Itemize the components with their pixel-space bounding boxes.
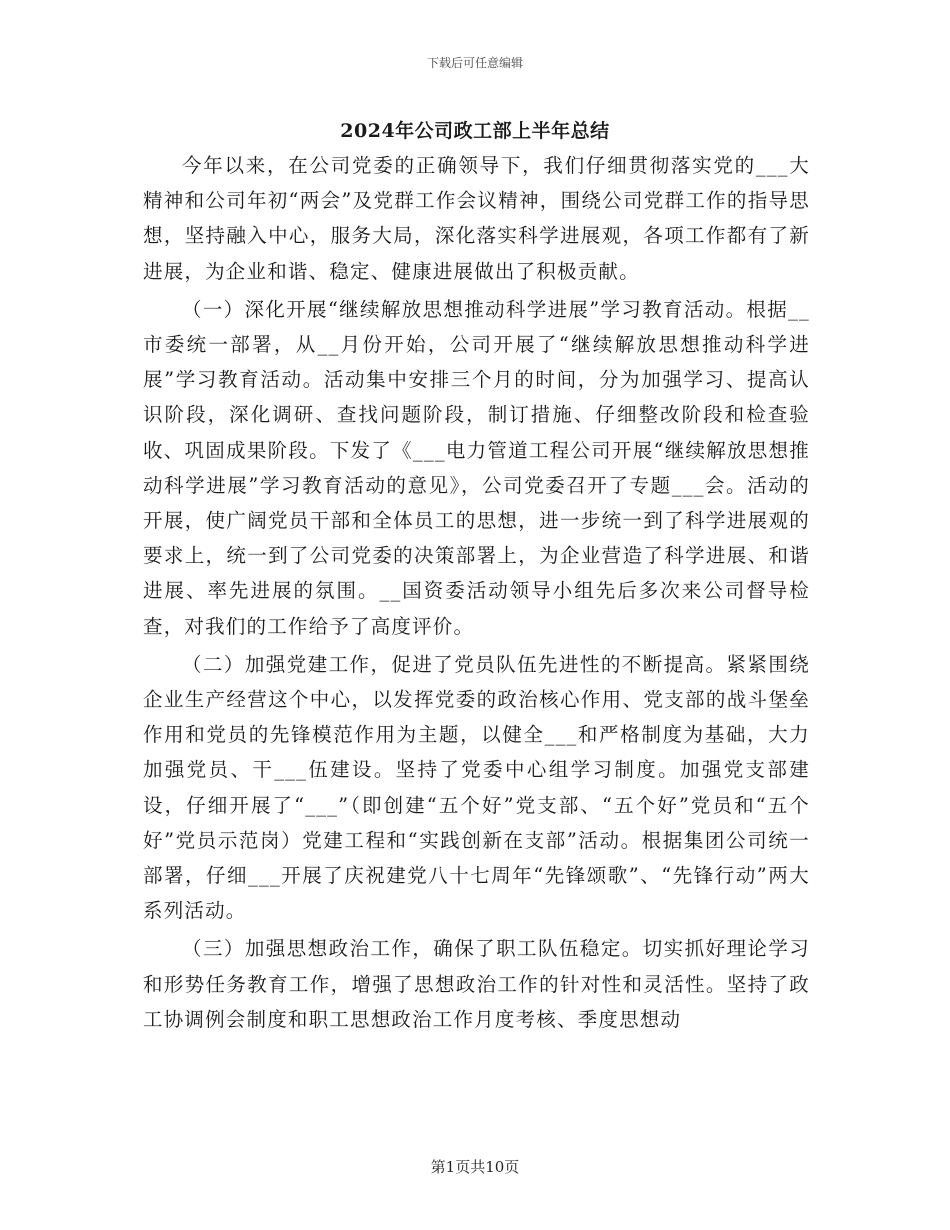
- paragraph-section-1: （一）深化开展“继续解放思想推动科学进展”学习教育活动。根据__市委统一部署，从__月份开始，公司开展了“继续解放思想推动科学进展”学习教育活动。活动集中安排三个月的时间，分为加强学习、提高认识阶段，深化调研、查找问题阶段，制订措施、仔细整改阶段和检查验收、巩固成果阶段。下发了《___电力管道工程公司开展“继续解放思想推动科学进展”学习教育活动的意见》，公司党委召开了专题___会。活动的开展，使广阔党员干部和全体员工的思想，进一步统一到了科学进展观的要求上，统一到了公司党委的决策部署上，为企业营造了科学进展、和谐进展、率先进展的氛围。__国资委活动领导小组先后多次来公司督导检查，对我们的工作给予了高度评价。: [143, 297, 810, 638]
- paragraph-intro: 今年以来，在公司党委的正确领导下，我们仔细贯彻落实党的___大精神和公司年初“两会”及党群工作会议精神，围绕公司党群工作的指导思想，坚持融入中心，服务大局，深化落实科学进展观，各项工作都有了新进展，为企业和谐、稳定、健康进展做出了积极贡献。: [143, 154, 810, 283]
- document-title: 2024年公司政工部上半年总结: [340, 120, 610, 142]
- paragraph-section-2: （二）加强党建工作，促进了党员队伍先进性的不断提高。紧紧围绕企业生产经营这个中心，以发挥党委的政治核心作用、党支部的战斗堡垒作用和党员的先锋模范作用为主题，以健全___和严格制度为基础，大力加强党员、干___伍建设。坚持了党委中心组学习制度。加强党支部建设，仔细开展了“___”（即创建“五个好”党支部、“五个好”党员和“五个好”党员示范岗）党建工程和“实践创新在支部”活动。根据集团公司统一部署，仔细___开展了庆祝建党八十七周年“先锋颂歌”、“先锋行动”两大系列活动。: [143, 652, 810, 923]
- paragraph-section-3: （三）加强思想政治工作，确保了职工队伍稳定。切实抓好理论学习和形势任务教育工作，增强了思想政治工作的针对性和灵活性。坚持了政工协调例会制度和职工思想政治工作月度考核、季度思想动: [143, 937, 810, 1031]
- header-note: 下载后可任意编辑: [426, 56, 523, 70]
- document-body: [143, 148, 810, 1037]
- page-footer: 第1页共10页: [430, 1158, 520, 1176]
